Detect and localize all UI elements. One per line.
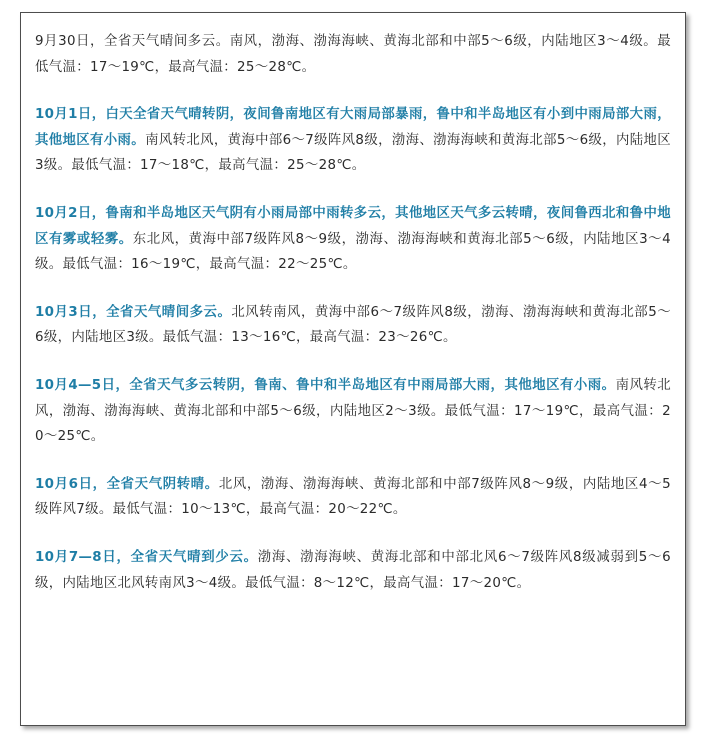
forecast-details: 北风转南风，黄海中部6～7级阵风8级，渤海、渤海海峡和黄海北部5～6级，内陆地区3级。最低气温：13～16℃，最高气温：23～26℃。: [35, 304, 671, 346]
forecast-sep-30: [35, 29, 671, 80]
forecast-oct-1: [35, 102, 671, 179]
forecast-details: 南风转北风，渤海、渤海海峡、黄海北部和中部5～6级，内陆地区2～3级。最低气温：17～19℃，最高气温：20～25℃。: [35, 377, 671, 445]
forecast-details: 东北风，黄海中部7级阵风8～9级，渤海、渤海海峡和黄海北部5～6级，内陆地区3～4级。最低气温：16～19℃，最高气温：22～25℃。: [35, 231, 672, 273]
forecast-headline: 10月2日，鲁南和半岛地区天气阴有小雨局部中雨转多云，其他地区天气多云转晴，夜间鲁西北和鲁中地区有雾或轻雾。: [35, 205, 671, 247]
forecast-oct-4-5: [35, 373, 671, 450]
forecast-oct-7-8: [35, 545, 671, 596]
forecast-details: 南风转北风，黄海中部6～7级阵风8级，渤海、渤海海峡和黄海北部5～6级，内陆地区3级。最低气温：17～18℃，最高气温：25～28℃。: [35, 132, 671, 174]
forecast-headline: 10月4—5日，全省天气多云转阴，鲁南、鲁中和半岛地区有中雨局部大雨，其他地区有小雨。: [35, 377, 616, 393]
forecast-oct-3: [35, 300, 671, 351]
forecast-headline: 10月3日，全省天气晴间多云。: [35, 304, 232, 320]
forecast-oct-2: [35, 201, 671, 278]
forecast-details: 9月30日，全省天气晴间多云。南风，渤海、渤海海峡、黄海北部和中部5～6级，内陆地区3～4级。最低气温：17～19℃，最高气温：25～28℃。: [35, 34, 671, 75]
forecast-headline: 10月7—8日，全省天气晴到少云。: [35, 549, 258, 565]
forecast-oct-6: [35, 472, 671, 523]
forecast-details: 北风，渤海、渤海海峡、黄海北部和中部7级阵风8～9级，内陆地区4～5级阵风7级。最低气温：10～13℃，最高气温：20～22℃。: [35, 476, 671, 518]
forecast-panel: [20, 12, 686, 726]
forecast-details: 渤海、渤海海峡、黄海北部和中部北风6～7级阵风8级减弱到5～6级，内陆地区北风转南风3～4级。最低气温：8～12℃，最高气温：17～20℃。: [35, 549, 672, 591]
forecast-headline: 10月1日，白天全省天气晴转阴，夜间鲁南地区有大雨局部暴雨，鲁中和半岛地区有小到中雨局部大雨，其他地区有小雨。: [35, 107, 671, 148]
forecast-headline: 10月6日，全省天气阴转晴。: [35, 476, 219, 492]
